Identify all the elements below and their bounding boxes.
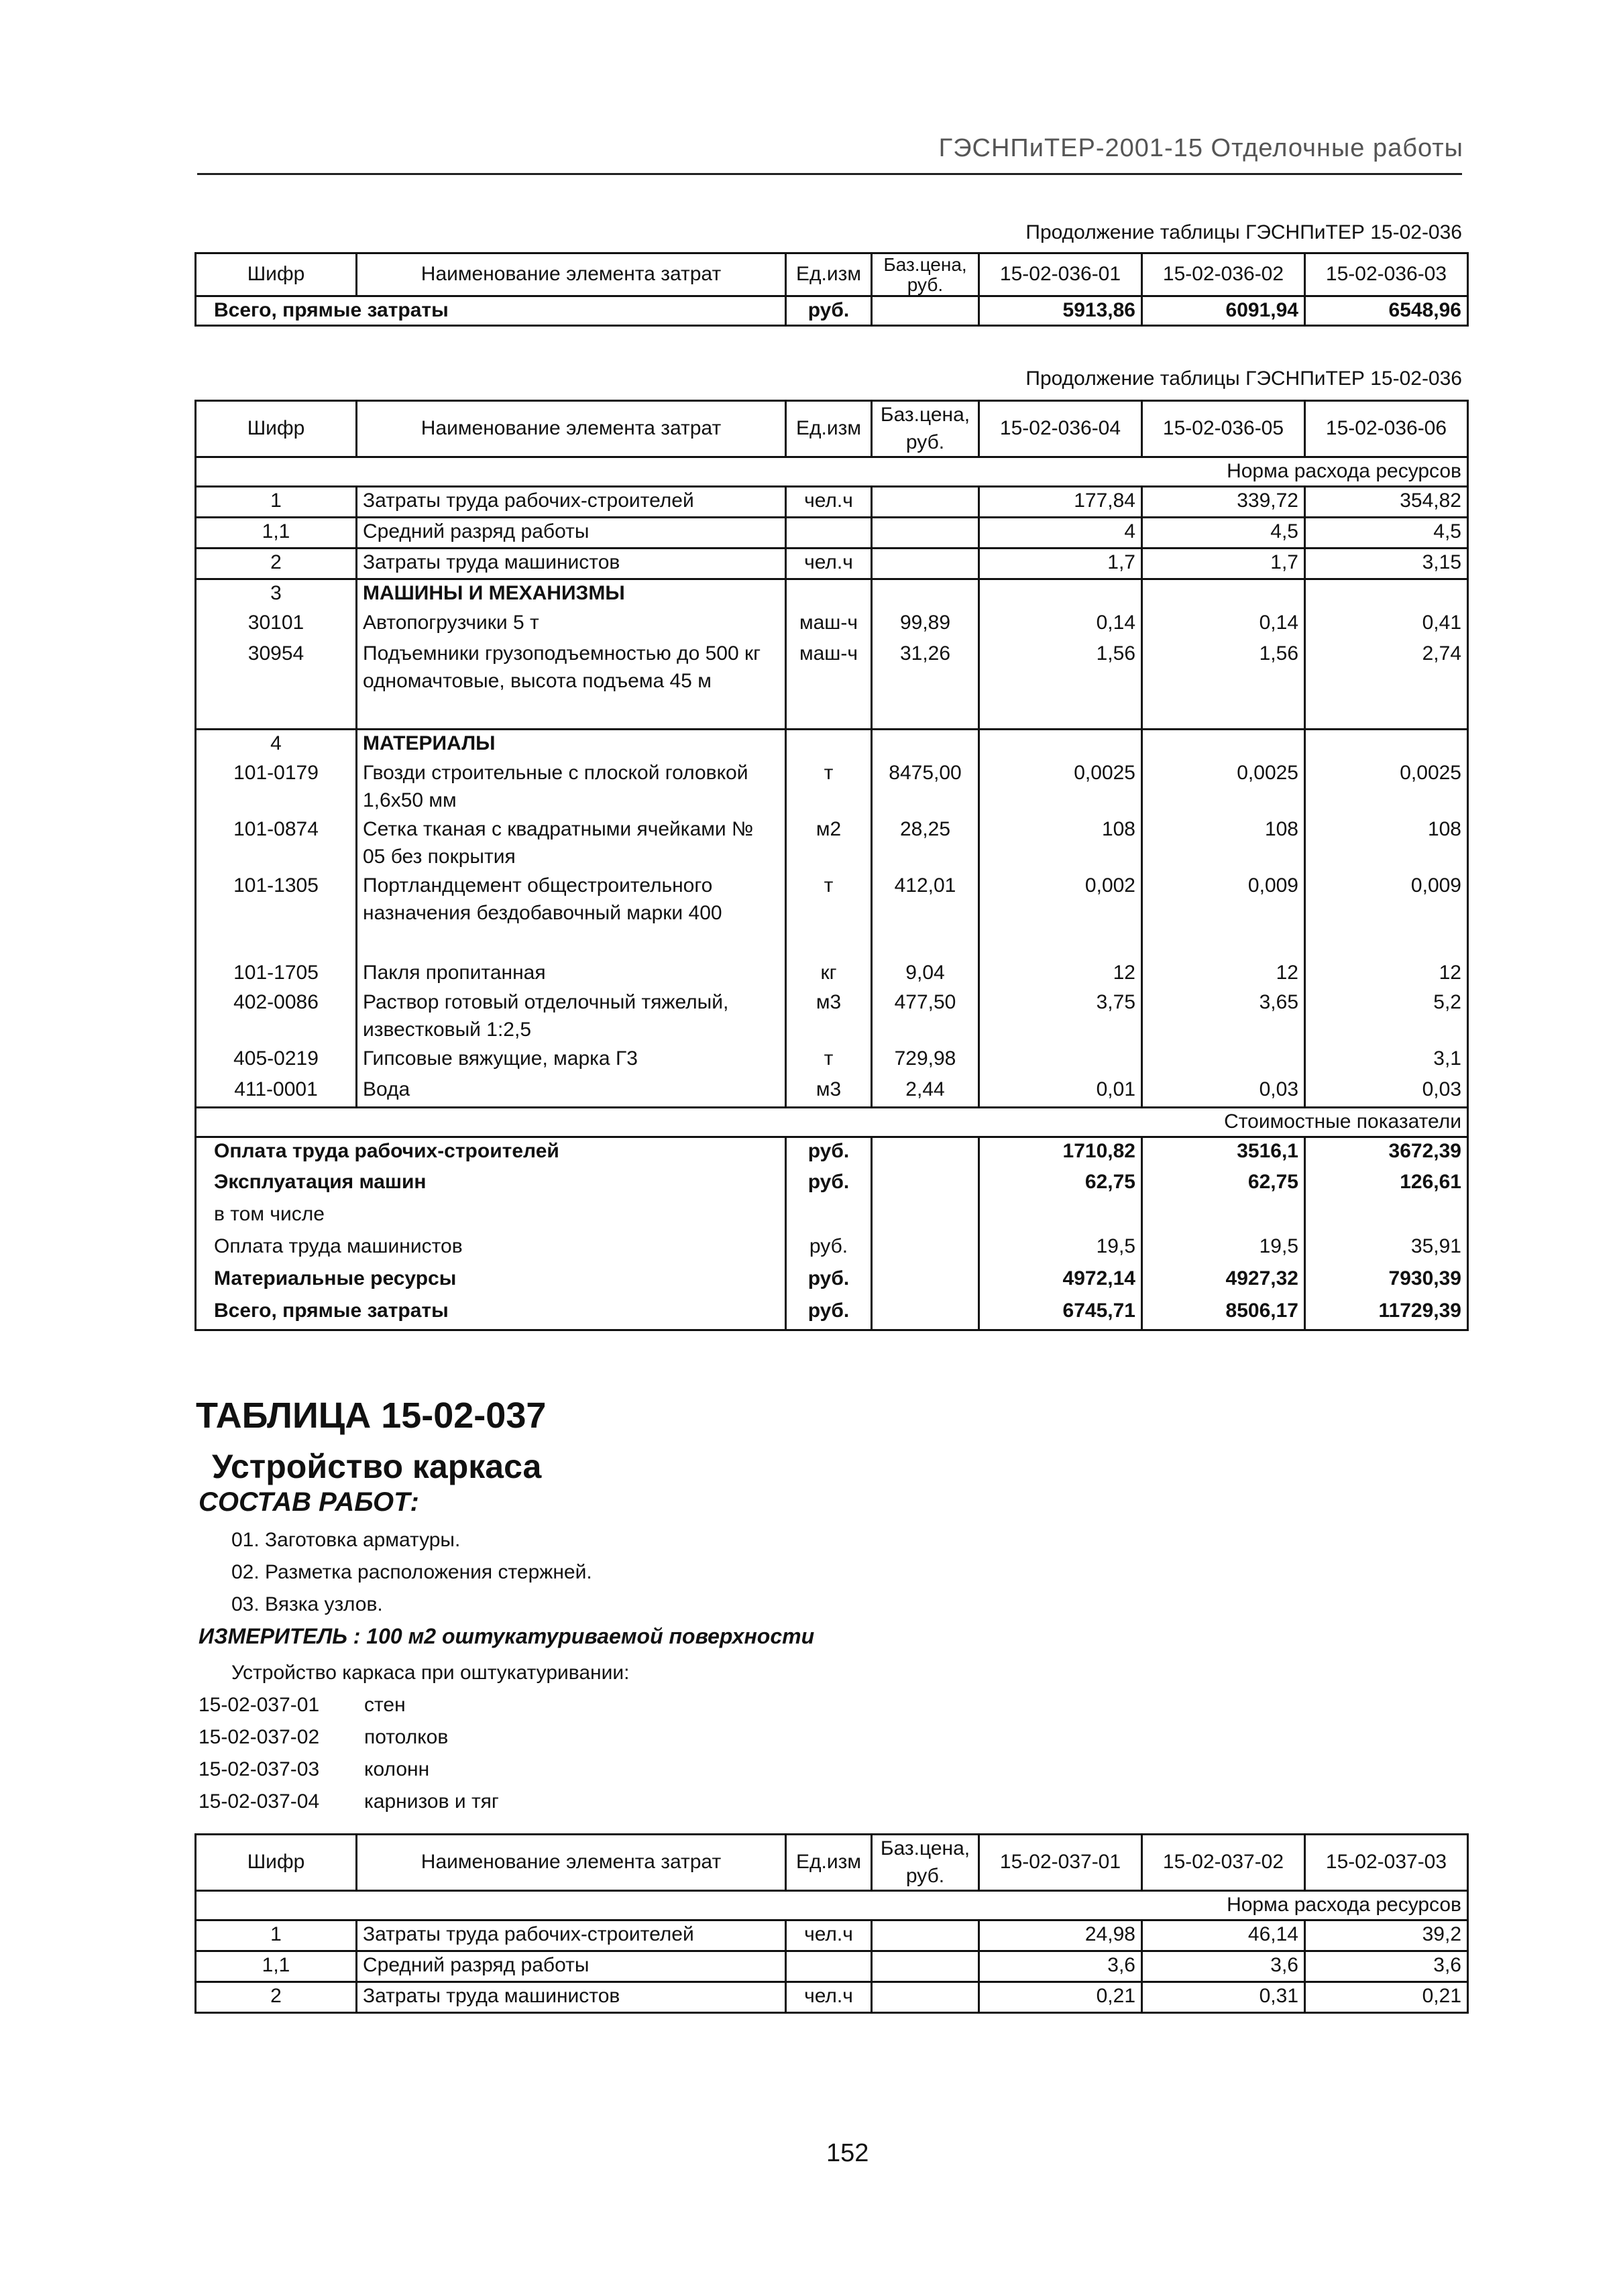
- col-code-header: Шифр: [196, 401, 357, 457]
- row-value: 108: [979, 816, 1142, 872]
- cost-value: 126,61: [1305, 1169, 1468, 1201]
- row-value: 2,74: [1305, 640, 1468, 729]
- row-value: 0,14: [1142, 610, 1305, 640]
- col-variant-header: 15-02-036-03: [1305, 253, 1468, 296]
- cost-name: Оплата труда машинистов: [196, 1233, 786, 1265]
- row-value: 1,7: [979, 548, 1142, 579]
- row-unit: кг: [786, 960, 872, 989]
- cost-price: [872, 1169, 979, 1201]
- row-name: Пакля пропитанная: [357, 960, 786, 989]
- cost-name: в том числе: [196, 1201, 786, 1233]
- row-value: 0,0025: [1142, 760, 1305, 816]
- row-price: [872, 548, 979, 579]
- col-name-header: Наименование элемента затрат: [357, 401, 786, 457]
- row-code: 101-0874: [196, 816, 357, 872]
- row-name: МАТЕРИАЛЫ: [357, 729, 786, 760]
- table-row: [196, 517, 1468, 548]
- row-name: Всего, прямые затраты: [196, 296, 786, 326]
- table-row: [196, 989, 1468, 1045]
- row-value: 177,84: [979, 486, 1142, 517]
- cost-name: Эксплуатация машин: [196, 1169, 786, 1201]
- row-code: 411-0001: [196, 1076, 357, 1107]
- cost-unit: [786, 1201, 872, 1233]
- row-name: Затраты труда рабочих-строителей: [357, 486, 786, 517]
- cost-unit: руб.: [786, 1169, 872, 1201]
- table-row: [196, 960, 1468, 989]
- row-value: 4: [979, 517, 1142, 548]
- col-variant-header: 15-02-036-01: [979, 253, 1142, 296]
- table-row: [196, 1233, 1468, 1265]
- row-code: 30101: [196, 610, 357, 640]
- row-value: 0,03: [1142, 1076, 1305, 1107]
- table-row: [196, 1951, 1468, 1982]
- variant-name: потолков: [364, 1726, 449, 1748]
- cost-value: 4972,14: [979, 1265, 1142, 1298]
- row-value: 3,6: [979, 1951, 1142, 1982]
- table1-header-row: [196, 253, 1468, 296]
- col-variant-header: 15-02-037-02: [1142, 1835, 1305, 1891]
- row-value: 108: [1305, 816, 1468, 872]
- table-row: [196, 640, 1468, 729]
- row-price: 412,01: [872, 872, 979, 960]
- col-variant-header: 15-02-036-02: [1142, 253, 1305, 296]
- row-unit: маш-ч: [786, 640, 872, 729]
- cost-value: 4927,32: [1142, 1265, 1305, 1298]
- row-price: 28,25: [872, 816, 979, 872]
- row-value: 39,2: [1305, 1920, 1468, 1951]
- table-row: [196, 1169, 1468, 1201]
- cost-value: 19,5: [1142, 1233, 1305, 1265]
- row-price: 729,98: [872, 1045, 979, 1076]
- row-value: 0,0025: [979, 760, 1142, 816]
- norm-band-row: [196, 457, 1468, 487]
- row-value: 4,5: [1305, 517, 1468, 548]
- row-value: 1,56: [1142, 640, 1305, 729]
- row-code: 2: [196, 1982, 357, 2012]
- col-unit-header: Ед.изм: [786, 1835, 872, 1891]
- table-row: [196, 579, 1468, 610]
- row-name: Портландцемент общестроительного назначения бездобавочный марки 400: [357, 872, 786, 960]
- cost-unit: руб.: [786, 1233, 872, 1265]
- variant-name: стен: [364, 1694, 406, 1716]
- row-value: 0,01: [979, 1076, 1142, 1107]
- row-unit: маш-ч: [786, 610, 872, 640]
- table-row: [196, 610, 1468, 640]
- variant-code: 15-02-037-04: [199, 1790, 320, 1813]
- cost-value: 11729,39: [1305, 1298, 1468, 1330]
- norm-band: Норма расхода ресурсов: [196, 457, 1468, 487]
- row-value: 46,14: [1142, 1920, 1305, 1951]
- row-unit: чел.ч: [786, 548, 872, 579]
- row-unit: чел.ч: [786, 1920, 872, 1951]
- row-unit: [786, 729, 872, 760]
- cost-unit: руб.: [786, 1137, 872, 1169]
- table-row: [196, 729, 1468, 760]
- table2: [194, 400, 1469, 1331]
- row-value: [979, 1045, 1142, 1076]
- col-unit-header: Ед.изм: [786, 253, 872, 296]
- table-row: [196, 1298, 1468, 1330]
- cost-value: 8506,17: [1142, 1298, 1305, 1330]
- cost-price: [872, 1298, 979, 1330]
- cost-unit: руб.: [786, 1298, 872, 1330]
- row-name: Гипсовые вяжущие, марка Г3: [357, 1045, 786, 1076]
- row-name: Затраты труда машинистов: [357, 1982, 786, 2012]
- row-value: 354,82: [1305, 486, 1468, 517]
- row-unit: [786, 579, 872, 610]
- row-unit: т: [786, 760, 872, 816]
- row-value: [1305, 729, 1468, 760]
- section-subtitle: Устройство каркаса: [212, 1448, 542, 1485]
- table-row: [196, 760, 1468, 816]
- row-price: 9,04: [872, 960, 979, 989]
- table-row: [196, 816, 1468, 872]
- row-code: 1,1: [196, 1951, 357, 1982]
- row-unit: [786, 517, 872, 548]
- cost-value: 1710,82: [979, 1137, 1142, 1169]
- row-value: 0,0025: [1305, 760, 1468, 816]
- col-variant-header: 15-02-036-05: [1142, 401, 1305, 457]
- row-value: 3,65: [1142, 989, 1305, 1045]
- row-value: 3,15: [1305, 548, 1468, 579]
- row-value: 0,14: [979, 610, 1142, 640]
- variants-intro: Устройство каркаса при оштукатуривании:: [231, 1662, 630, 1684]
- row-value: 1,7: [1142, 548, 1305, 579]
- table-row: [196, 1920, 1468, 1951]
- cost-value: [1142, 1201, 1305, 1233]
- row-value: 0,21: [979, 1982, 1142, 2012]
- row-value: 6091,94: [1142, 296, 1305, 326]
- row-value: 6548,96: [1305, 296, 1468, 326]
- row-code: 405-0219: [196, 1045, 357, 1076]
- cost-value: 35,91: [1305, 1233, 1468, 1265]
- table-row: [196, 1076, 1468, 1107]
- row-name: МАШИНЫ И МЕХАНИЗМЫ: [357, 579, 786, 610]
- row-unit: т: [786, 1045, 872, 1076]
- row-name: Раствор готовый отделочный тяжелый, известковый 1:2,5: [357, 989, 786, 1045]
- row-unit: т: [786, 872, 872, 960]
- row-code: 2: [196, 548, 357, 579]
- cost-unit: руб.: [786, 1265, 872, 1298]
- work-item: 01. Заготовка арматуры.: [231, 1529, 461, 1551]
- row-price: 477,50: [872, 989, 979, 1045]
- table1: [194, 252, 1469, 327]
- cost-price: [872, 1137, 979, 1169]
- variant-name: колонн: [364, 1758, 430, 1780]
- col-variant-header: 15-02-036-06: [1305, 401, 1468, 457]
- row-price: [872, 296, 979, 326]
- row-price: [872, 1982, 979, 2012]
- variant-code: 15-02-037-03: [199, 1758, 320, 1780]
- row-value: 1,56: [979, 640, 1142, 729]
- cost-value: 62,75: [1142, 1169, 1305, 1201]
- table3-header-row: [196, 1835, 1468, 1891]
- row-value: 0,009: [1142, 872, 1305, 960]
- table-row: [196, 1982, 1468, 2012]
- row-value: 3,6: [1142, 1951, 1305, 1982]
- row-name: Средний разряд работы: [357, 517, 786, 548]
- table2-caption: Продолжение таблицы ГЭСНПиТЕР 15-02-036: [1025, 367, 1462, 390]
- row-unit: м2: [786, 816, 872, 872]
- col-variant-header: 15-02-037-03: [1305, 1835, 1468, 1891]
- row-value: 0,41: [1305, 610, 1468, 640]
- row-value: 12: [1305, 960, 1468, 989]
- table-row: [196, 1137, 1468, 1169]
- row-price: [872, 1920, 979, 1951]
- row-name: Гвозди строительные с плоской головкой 1,6х50 мм: [357, 760, 786, 816]
- row-name: Вода: [357, 1076, 786, 1107]
- col-price-header: Баз.цена, руб.: [872, 401, 979, 457]
- row-value: 3,1: [1305, 1045, 1468, 1076]
- cost-value: 62,75: [979, 1169, 1142, 1201]
- row-code: 4: [196, 729, 357, 760]
- row-name: Затраты труда машинистов: [357, 548, 786, 579]
- row-code: 402-0086: [196, 989, 357, 1045]
- row-code: 101-0179: [196, 760, 357, 816]
- row-name: Средний разряд работы: [357, 1951, 786, 1982]
- row-value: 4,5: [1142, 517, 1305, 548]
- row-price: [872, 1951, 979, 1982]
- row-value: [1142, 729, 1305, 760]
- col-code-header: Шифр: [196, 1835, 357, 1891]
- measure-unit: ИЗМЕРИТЕЛЬ : 100 м2 оштукатуриваемой поверхности: [199, 1624, 815, 1648]
- row-price: [872, 579, 979, 610]
- cost-value: 6745,71: [979, 1298, 1142, 1330]
- row-value: [1142, 1045, 1305, 1076]
- row-code: 101-1705: [196, 960, 357, 989]
- col-price-header: Баз.цена, руб.: [872, 1835, 979, 1891]
- row-name: Подъемники грузоподъемностью до 500 кг одномачтовые, высота подъема 45 м: [357, 640, 786, 729]
- row-value: 0,03: [1305, 1076, 1468, 1107]
- table2-header-row: [196, 401, 1468, 457]
- cost-price: [872, 1265, 979, 1298]
- row-price: [872, 729, 979, 760]
- row-value: 3,6: [1305, 1951, 1468, 1982]
- row-value: [979, 579, 1142, 610]
- cost-value: 7930,39: [1305, 1265, 1468, 1298]
- row-value: 12: [979, 960, 1142, 989]
- table-row: [196, 1201, 1468, 1233]
- row-value: 5,2: [1305, 989, 1468, 1045]
- row-price: [872, 517, 979, 548]
- running-header: ГЭСНПиТЕР-2001-15 Отделочные работы: [938, 134, 1463, 162]
- row-price: [872, 486, 979, 517]
- row-code: 1,1: [196, 517, 357, 548]
- work-item: 03. Вязка узлов.: [231, 1593, 383, 1615]
- row-value: 3,75: [979, 989, 1142, 1045]
- row-value: 12: [1142, 960, 1305, 989]
- row-code: 3: [196, 579, 357, 610]
- row-price: 8475,00: [872, 760, 979, 816]
- cost-band: Стоимостные показатели: [196, 1107, 1468, 1137]
- col-code-header: Шифр: [196, 253, 357, 296]
- variant-code: 15-02-037-01: [199, 1694, 320, 1716]
- col-price-header: Баз.цена, руб.: [872, 253, 979, 296]
- cost-value: 19,5: [979, 1233, 1142, 1265]
- cost-value: 3516,1: [1142, 1137, 1305, 1169]
- table3: [194, 1833, 1469, 2014]
- works-label: СОСТАВ РАБОТ:: [199, 1487, 419, 1517]
- row-code: 101-1305: [196, 872, 357, 960]
- row-value: 108: [1142, 816, 1305, 872]
- row-unit: чел.ч: [786, 1982, 872, 2012]
- col-name-header: Наименование элемента затрат: [357, 1835, 786, 1891]
- table-row: [196, 872, 1468, 960]
- variant-code: 15-02-037-02: [199, 1726, 320, 1748]
- table-row: [196, 1045, 1468, 1076]
- row-unit: [786, 1951, 872, 1982]
- row-value: [1142, 579, 1305, 610]
- row-price: 2,44: [872, 1076, 979, 1107]
- cost-value: [979, 1201, 1142, 1233]
- table-row: [196, 486, 1468, 517]
- norm-band: Норма расхода ресурсов: [196, 1891, 1468, 1920]
- row-value: [1305, 579, 1468, 610]
- cost-value: 3672,39: [1305, 1137, 1468, 1169]
- table1-caption: Продолжение таблицы ГЭСНПиТЕР 15-02-036: [1025, 221, 1462, 243]
- header-rule: [197, 173, 1462, 175]
- row-value: 0,002: [979, 872, 1142, 960]
- row-name: Затраты труда рабочих-строителей: [357, 1920, 786, 1951]
- cost-name: Всего, прямые затраты: [196, 1298, 786, 1330]
- row-code: 1: [196, 1920, 357, 1951]
- row-unit: м3: [786, 989, 872, 1045]
- variant-name: карнизов и тяг: [364, 1790, 499, 1813]
- row-price: 99,89: [872, 610, 979, 640]
- row-code: 1: [196, 486, 357, 517]
- row-code: 30954: [196, 640, 357, 729]
- row-value: 0,21: [1305, 1982, 1468, 2012]
- section-title: ТАБЛИЦА 15-02-037: [196, 1395, 547, 1436]
- row-unit: руб.: [786, 296, 872, 326]
- row-value: 0,009: [1305, 872, 1468, 960]
- row-name: Автопогрузчики 5 т: [357, 610, 786, 640]
- cost-name: Материальные ресурсы: [196, 1265, 786, 1298]
- row-value: [979, 729, 1142, 760]
- col-name-header: Наименование элемента затрат: [357, 253, 786, 296]
- row-value: 24,98: [979, 1920, 1142, 1951]
- row-value: 0,31: [1142, 1982, 1305, 2012]
- norm-band-row: [196, 1891, 1468, 1920]
- row-unit: чел.ч: [786, 486, 872, 517]
- table-row: [196, 296, 1468, 326]
- col-variant-header: 15-02-036-04: [979, 401, 1142, 457]
- row-unit: м3: [786, 1076, 872, 1107]
- row-price: 31,26: [872, 640, 979, 729]
- col-variant-header: 15-02-037-01: [979, 1835, 1142, 1891]
- page-number: 152: [826, 2139, 869, 2167]
- cost-band-row: [196, 1107, 1468, 1137]
- row-value: 5913,86: [979, 296, 1142, 326]
- row-value: 339,72: [1142, 486, 1305, 517]
- cost-name: Оплата труда рабочих-строителей: [196, 1137, 786, 1169]
- col-unit-header: Ед.изм: [786, 401, 872, 457]
- table-row: [196, 548, 1468, 579]
- table-row: [196, 1265, 1468, 1298]
- cost-price: [872, 1201, 979, 1233]
- row-name: Сетка тканая с квадратными ячейками № 05 без покрытия: [357, 816, 786, 872]
- cost-value: [1305, 1201, 1468, 1233]
- work-item: 02. Разметка расположения стержней.: [231, 1561, 592, 1583]
- cost-price: [872, 1233, 979, 1265]
